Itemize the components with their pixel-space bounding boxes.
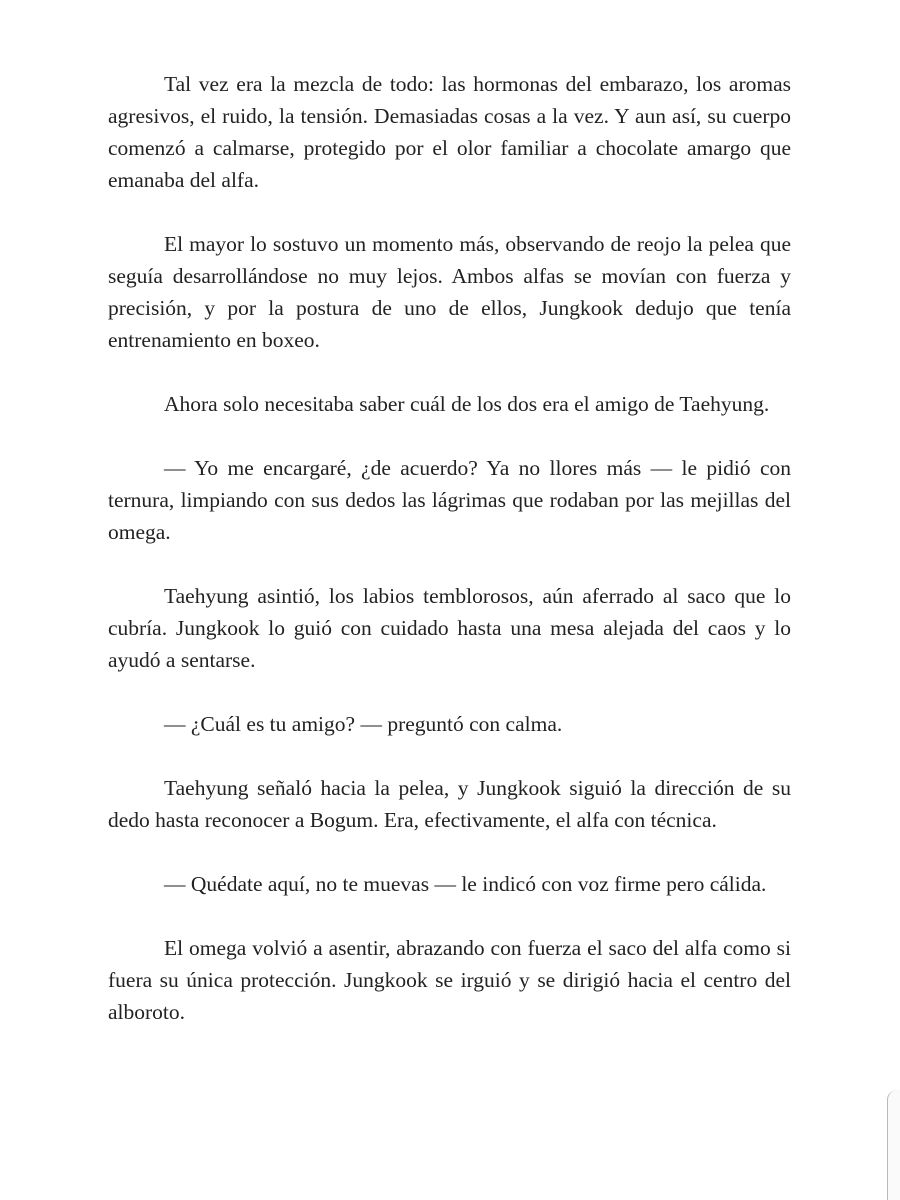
paragraph-5: Taehyung asintió, los labios temblorosos, aún aferrado al saco que lo cubría. Jungkook lo guió con cuidado hasta una mesa alejada del caos y lo ayudó a sentarse. [108, 584, 791, 672]
paragraph-8: — Quédate aquí, no te muevas — le indicó con voz firme pero cálida. [164, 872, 767, 896]
paragraph-9: El omega volvió a asentir, abrazando con fuerza el saco del alfa como si fuera su única protección. Jungkook se irguió y se dirigió hacia el centro del alboroto. [108, 936, 791, 1024]
page-scroll-edge[interactable] [887, 1090, 900, 1200]
text-column [108, 68, 791, 1060]
paragraph-3: Ahora solo necesitaba saber cuál de los dos era el amigo de Taehyung. [164, 392, 770, 416]
paragraph-4: — Yo me encargaré, ¿de acuerdo? Ya no llores más — le pidió con ternura, limpiando con sus dedos las lágrimas que rodaban por las mejillas del omega. [108, 456, 791, 544]
paragraph-2: El mayor lo sostuvo un momento más, observando de reojo la pelea que seguía desarrollándose no muy lejos. Ambos alfas se movían con fuerza y precisión, y por la postura de uno de ellos, Jungkook dedujo que tenía entrenamiento en boxeo. [108, 232, 791, 352]
paragraph-6: — ¿Cuál es tu amigo? — preguntó con calma. [164, 712, 563, 736]
paragraph-1: Tal vez era la mezcla de todo: las hormonas del embarazo, los aromas agresivos, el ruido, la tensión. Demasiadas cosas a la vez. Y aun así, su cuerpo comenzó a calmarse, protegido por el olor familiar a chocolate amargo que emanaba del alfa. [108, 72, 791, 192]
paragraph-7: Taehyung señaló hacia la pelea, y Jungkook siguió la dirección de su dedo hasta reconocer a Bogum. Era, efectivamente, el alfa con técnica. [108, 776, 791, 832]
